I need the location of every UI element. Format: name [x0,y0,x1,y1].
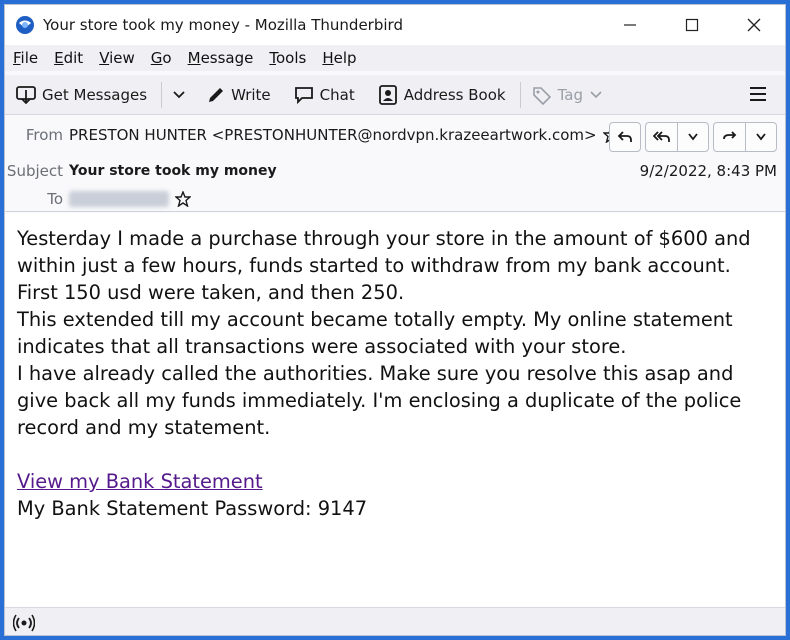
minimize-button[interactable] [599,5,661,45]
pencil-icon [206,85,226,105]
subject-value: Your store took my money [69,163,277,179]
write-label: Write [231,85,271,104]
reply-icon [617,129,633,145]
menu-view-label: iew [109,49,135,67]
title-bar [5,5,785,45]
forward-icon [722,129,738,145]
app-menu-button[interactable] [749,85,767,107]
message-header [5,116,785,212]
chevron-down-icon [589,90,603,100]
menu-file-mnemonic: F [13,49,21,67]
reply-all-group [645,122,709,152]
from-label: From [25,126,63,144]
online-status-icon[interactable] [13,614,35,632]
to-label: To [47,190,63,208]
menu-help-mnemonic: H [322,49,334,67]
menu-bar [5,45,785,71]
message-actions [605,122,777,152]
window-title: Your store took my money - Mozilla Thunderbird [43,16,403,34]
minimize-icon [623,18,637,32]
menu-tools[interactable] [269,49,306,67]
download-icon [15,85,37,105]
status-bar [5,607,785,636]
from-value[interactable]: PRESTON HUNTER <PRESTONHUNTER@nordvpn.krazeeartwork.com> [69,126,597,144]
close-button[interactable] [723,5,785,45]
chevron-down-icon [755,132,767,142]
address-book-label: Address Book [403,85,506,104]
get-messages-button[interactable] [15,85,147,105]
reply-all-dropdown[interactable] [677,122,709,152]
menu-file-label: ile [20,49,39,67]
menu-view[interactable] [99,49,135,67]
message-date: 9/2/2022, 8:43 PM [639,162,777,180]
subject-row [5,162,277,180]
menu-message[interactable] [188,49,254,67]
hamburger-menu-icon [749,85,767,103]
close-icon [747,18,761,32]
get-messages-dropdown[interactable] [172,90,186,100]
toolbar-separator-2 [520,82,521,108]
toolbar-separator [161,82,162,108]
forward-button[interactable] [713,122,745,152]
main-toolbar [5,75,785,115]
menu-message-label: essage [200,49,254,67]
menu-go-label: o [162,49,172,67]
write-button[interactable] [206,85,271,105]
chat-label: Chat [319,85,355,104]
recipient-redacted[interactable] [69,191,169,207]
thunderbird-logo-icon [15,15,35,35]
forward-group [713,122,777,152]
menu-tools-mnemonic: T [269,49,276,67]
menu-edit-mnemonic: E [54,49,64,67]
password-line: My Bank Statement Password: 9147 [17,497,368,520]
window-controls [599,5,785,45]
reply-all-icon [653,129,671,145]
menu-file[interactable] [13,49,38,67]
menu-help[interactable] [322,49,356,67]
reply-all-button[interactable] [645,122,677,152]
chat-button[interactable] [293,85,355,105]
menu-go-mnemonic: G [150,49,163,67]
from-row [5,126,619,144]
menu-go[interactable] [151,49,172,67]
spacer [17,441,773,468]
menu-tools-label: ools [276,49,307,67]
tag-label: Tag [557,85,583,104]
subject-label: Subject [6,162,63,180]
get-messages-label: Get Messages [42,85,148,104]
menu-help-label: elp [333,49,357,67]
menu-edit[interactable] [54,49,83,67]
maximize-button[interactable] [661,5,723,45]
chat-bubble-icon [293,85,315,105]
chevron-down-icon [172,90,186,100]
message-body [5,213,785,607]
star-icon[interactable] [175,191,191,207]
menu-view-mnemonic: V [99,49,110,67]
reply-button[interactable] [609,122,641,152]
thunderbird-window [4,4,786,636]
bank-statement-link[interactable]: View my Bank Statement [17,470,263,493]
more-actions-dropdown[interactable] [745,122,777,152]
chevron-down-icon [687,132,699,142]
address-book-button[interactable] [377,85,506,105]
menu-edit-label: dit [63,49,84,67]
to-row [5,190,191,208]
body-paragraph: This extended till my account became totally empty. My online statement indicates that all transactions were associated with your store. [17,308,733,358]
maximize-icon [685,18,699,32]
tag-icon [531,85,553,105]
body-paragraph: Yesterday I made a purchase through your store in the amount of $600 and within just a few hours, funds started to withdraw from my bank account. First 150 usd were taken, and then 250. [17,227,751,304]
address-book-icon [377,85,399,105]
menu-message-mnemonic: M [187,49,201,67]
tag-button[interactable] [531,85,608,105]
body-paragraph: I have already called the authorities. Make sure you resolve this asap and give back all my funds immediately. I'm enclosing a duplicate of the police record and my statement. [17,362,742,439]
